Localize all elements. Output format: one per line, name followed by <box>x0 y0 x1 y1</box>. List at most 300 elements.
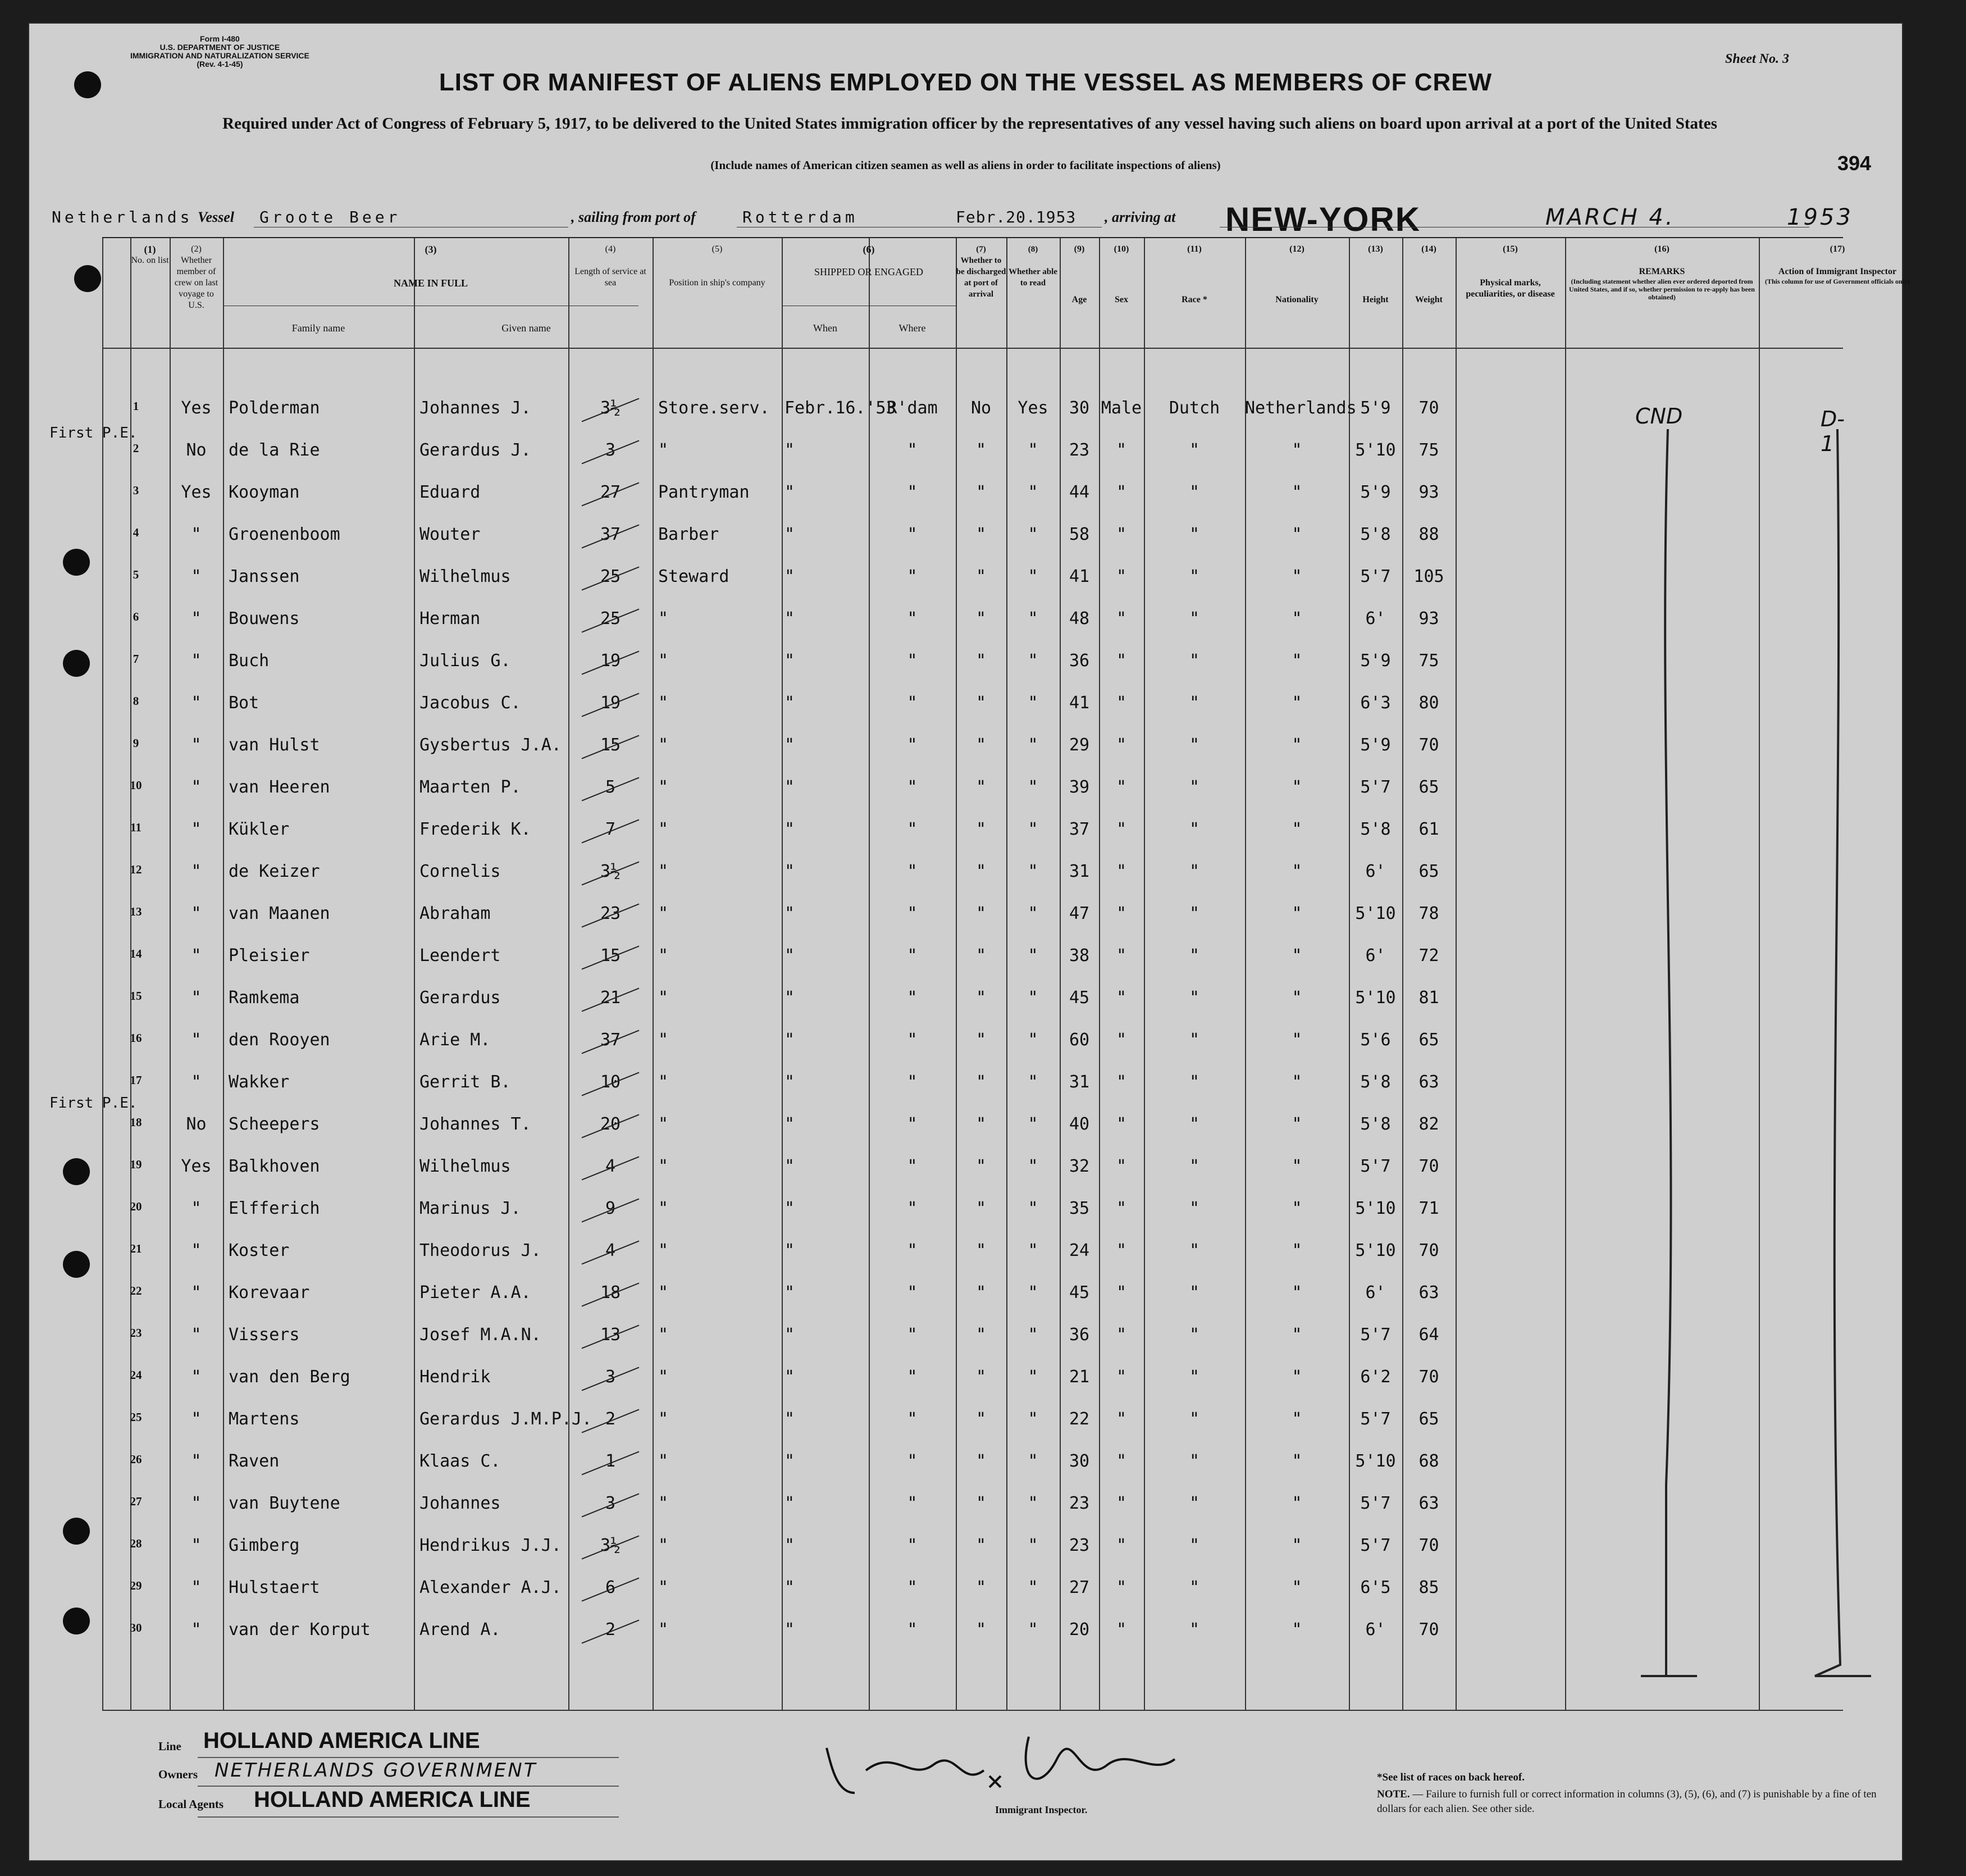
row-service-years: 9 <box>605 1199 616 1218</box>
table-row <box>102 598 1843 640</box>
row-shipped-when: Febr.16.'53 <box>784 398 896 418</box>
row-family-name: Martens <box>229 1409 300 1429</box>
row-service-years: 2 <box>605 1409 616 1429</box>
footer-line-label: Line <box>158 1740 181 1753</box>
row-nationality: " <box>1292 946 1302 966</box>
row-given-name: Marinus J. <box>419 1199 521 1218</box>
row-shipped-when: " <box>784 525 795 544</box>
col10-header: (10) Sex <box>1114 244 1129 304</box>
col8-header: (8) Whether able to read <box>1009 245 1057 288</box>
sailing-label: , sailing from port of <box>571 209 696 225</box>
row-nationality: " <box>1292 482 1302 502</box>
row-number: 23 <box>130 1326 142 1340</box>
row-discharge: " <box>975 1367 987 1387</box>
row-given-name: Arie M. <box>419 1030 491 1050</box>
row-nationality: " <box>1292 1620 1302 1640</box>
footer-rules <box>198 1734 636 1824</box>
row-position: " <box>658 1156 669 1176</box>
table-row <box>102 387 1843 429</box>
row-read: " <box>1028 567 1038 586</box>
row-race: " <box>1189 1283 1200 1303</box>
footer-owners-value: NETHERLANDS GOVERNMENT <box>215 1759 537 1782</box>
vessel-name: Groote Beer <box>259 208 401 226</box>
row-nationality: " <box>1292 777 1302 797</box>
row-height: 5'9 <box>1360 482 1391 502</box>
row-read: " <box>1028 735 1038 755</box>
col3-given-header: Given name <box>501 322 551 334</box>
row-shipped-where: " <box>907 988 918 1008</box>
row-weight: 70 <box>1418 1156 1439 1176</box>
row-position: " <box>658 1072 669 1092</box>
row-read: " <box>1028 693 1038 713</box>
row-shipped-where: " <box>907 946 918 966</box>
row-age: 48 <box>1069 609 1090 629</box>
row-prev-voyage: Yes <box>181 398 212 418</box>
row-number: 6 <box>133 610 139 623</box>
table-row <box>102 893 1843 935</box>
table-row <box>102 1019 1843 1061</box>
row-prev-voyage: " <box>191 988 202 1008</box>
row-given-name: Arend A. <box>419 1620 501 1640</box>
form-identifier <box>130 35 309 69</box>
margin-note: First P.E. <box>49 425 138 441</box>
row-service-years: 1 <box>605 1451 616 1471</box>
row-shipped-where: " <box>907 1199 918 1218</box>
row-nationality: " <box>1292 735 1302 755</box>
row-family-name: de la Rie <box>229 440 320 460</box>
row-prev-voyage: " <box>191 567 202 586</box>
row-read: " <box>1028 819 1038 839</box>
punch-hole <box>63 1251 90 1278</box>
row-height: 5'10 <box>1355 1199 1396 1218</box>
row-position: " <box>658 651 669 671</box>
table-row <box>102 1314 1843 1356</box>
row-age: 30 <box>1069 1451 1090 1471</box>
row-sex: " <box>1116 819 1127 839</box>
row-prev-voyage: " <box>191 1620 202 1640</box>
row-sex: " <box>1116 1578 1127 1597</box>
col14-header: (14) Weight <box>1415 244 1443 304</box>
row-prev-voyage: " <box>191 1493 202 1513</box>
row-read: " <box>1028 440 1038 460</box>
row-read: " <box>1028 482 1038 502</box>
row-family-name: Janssen <box>229 567 300 586</box>
row-height: 5'10 <box>1355 440 1396 460</box>
row-discharge: " <box>975 1199 987 1218</box>
row-nationality: " <box>1292 1578 1302 1597</box>
row-read: " <box>1028 1578 1038 1597</box>
col6-where-header: Where <box>898 322 926 334</box>
row-prev-voyage: " <box>191 651 202 671</box>
row-service-years: 6 <box>605 1578 616 1597</box>
row-prev-voyage: Yes <box>181 482 212 502</box>
row-shipped-when: " <box>784 651 795 671</box>
row-discharge: " <box>975 1620 987 1640</box>
crew-table <box>102 237 1910 1711</box>
row-shipped-where: " <box>907 482 918 502</box>
row-age: 22 <box>1069 1409 1090 1429</box>
row-position: " <box>658 1283 669 1303</box>
row-shipped-where: " <box>907 1451 918 1471</box>
col13-header: (13) Height <box>1362 244 1389 304</box>
table-row <box>102 640 1843 682</box>
col1-header: (1) No. on list <box>131 244 169 265</box>
row-race: " <box>1189 1114 1200 1134</box>
row-number: 14 <box>130 947 142 960</box>
row-service-years: 37 <box>600 1030 621 1050</box>
row-weight: 70 <box>1418 735 1439 755</box>
row-shipped-where: " <box>907 777 918 797</box>
row-nationality: " <box>1292 904 1302 923</box>
row-given-name: Gerrit B. <box>419 1072 511 1092</box>
table-row <box>102 1609 1843 1651</box>
row-age: 36 <box>1069 651 1090 671</box>
table-row <box>102 1440 1843 1482</box>
row-age: 30 <box>1069 398 1090 418</box>
row-weight: 65 <box>1418 862 1439 881</box>
row-discharge: " <box>975 482 987 502</box>
row-shipped-when: " <box>784 482 795 502</box>
row-given-name: Frederik K. <box>419 819 531 839</box>
row-nationality: " <box>1292 1283 1302 1303</box>
row-weight: 72 <box>1418 946 1439 966</box>
row-shipped-where: " <box>907 1578 918 1597</box>
row-shipped-when: " <box>784 1367 795 1387</box>
row-height: 5'7 <box>1360 1156 1391 1176</box>
row-sex: " <box>1116 525 1127 544</box>
punch-hole <box>74 265 101 292</box>
row-number: 15 <box>130 989 142 1003</box>
row-discharge: " <box>975 1114 987 1134</box>
row-height: 6'3 <box>1360 693 1391 713</box>
row-weight: 65 <box>1418 1030 1439 1050</box>
col17-header: (17) Action of Immigrant Inspector (This column for use of Government officials only) <box>1764 244 1910 285</box>
row-age: 23 <box>1069 1493 1090 1513</box>
row-sex: " <box>1116 735 1127 755</box>
row-service-years: 10 <box>600 1072 621 1092</box>
row-race: " <box>1189 1409 1200 1429</box>
row-position: " <box>658 609 669 629</box>
row-sex: " <box>1116 1493 1127 1513</box>
row-shipped-where: " <box>907 1241 918 1260</box>
row-weight: 75 <box>1418 651 1439 671</box>
row-discharge: " <box>975 735 987 755</box>
row-given-name: Maarten P. <box>419 777 521 797</box>
row-service-years: 25 <box>600 609 621 629</box>
row-height: 5'9 <box>1360 398 1391 418</box>
col9-header: (9) Age <box>1071 244 1087 304</box>
form-revision: (Rev. 4-1-45) <box>197 60 243 69</box>
row-service-years: 21 <box>600 988 621 1008</box>
footer-agents-label: Local Agents <box>158 1797 224 1811</box>
row-age: 31 <box>1069 862 1090 881</box>
row-race: " <box>1189 1072 1200 1092</box>
row-service-years: 3½ <box>600 1536 621 1555</box>
row-age: 37 <box>1069 819 1090 839</box>
row-given-name: Wouter <box>419 525 481 544</box>
row-service-years: 18 <box>600 1283 621 1303</box>
row-sex: " <box>1116 1241 1127 1260</box>
row-height: 5'8 <box>1360 525 1391 544</box>
arrival-port: NEW-YORK <box>1225 201 1421 238</box>
arrival-date: MARCH 4. <box>1545 204 1675 230</box>
row-race: " <box>1189 609 1200 629</box>
row-number: 4 <box>133 526 139 539</box>
row-number: 24 <box>130 1368 142 1382</box>
row-height: 6' <box>1365 1620 1386 1640</box>
header-rule <box>102 348 1843 349</box>
row-prev-voyage: " <box>191 1325 202 1345</box>
page-subtitle: Required under Act of Congress of February 5, 1917, to be delivered to the United States immigration officer by the representatives of any vessel having such aliens on board upon arrival at a port of the United States <box>222 115 1717 133</box>
row-prev-voyage: " <box>191 946 202 966</box>
row-discharge: " <box>975 862 987 881</box>
row-number: 28 <box>130 1537 142 1550</box>
row-discharge: " <box>975 904 987 923</box>
row-nationality: " <box>1292 651 1302 671</box>
row-height: 5'7 <box>1360 1325 1391 1345</box>
row-nationality: " <box>1292 1241 1302 1260</box>
table-row <box>102 1356 1843 1398</box>
row-shipped-when: " <box>784 735 795 755</box>
row-race: " <box>1189 819 1200 839</box>
row-race: " <box>1189 440 1200 460</box>
row-read: " <box>1028 1156 1038 1176</box>
row-shipped-when: " <box>784 1283 795 1303</box>
row-position: " <box>658 988 669 1008</box>
row-service-years: 5 <box>605 777 616 797</box>
row-shipped-where: " <box>907 1325 918 1345</box>
row-shipped-where: " <box>907 1536 918 1555</box>
row-number: 25 <box>130 1410 142 1424</box>
row-discharge: " <box>975 1451 987 1471</box>
row-race: " <box>1189 904 1200 923</box>
row-race: " <box>1189 777 1200 797</box>
row-age: 32 <box>1069 1156 1090 1176</box>
page-title: LIST OR MANIFEST OF ALIENS EMPLOYED ON THE VESSEL AS MEMBERS OF CREW <box>439 69 1493 96</box>
row-weight: 85 <box>1418 1578 1439 1597</box>
row-prev-voyage: " <box>191 1072 202 1092</box>
row-position: " <box>658 777 669 797</box>
row-nationality: " <box>1292 1030 1302 1050</box>
row-prev-voyage: " <box>191 693 202 713</box>
row-shipped-when: " <box>784 1325 795 1345</box>
row-weight: 70 <box>1418 1536 1439 1555</box>
col11-header: (11) Race * <box>1182 244 1207 304</box>
row-nationality: " <box>1292 819 1302 839</box>
row-service-years: 15 <box>600 735 621 755</box>
inspector-signature <box>815 1714 1208 1804</box>
row-weight: 93 <box>1418 609 1439 629</box>
row-service-years: 19 <box>600 651 621 671</box>
row-family-name: de Keizer <box>229 862 320 881</box>
row-given-name: Johannes J. <box>419 398 531 418</box>
row-family-name: Raven <box>229 1451 280 1471</box>
row-weight: 81 <box>1418 988 1439 1008</box>
row-position: " <box>658 1620 669 1640</box>
row-age: 20 <box>1069 1620 1090 1640</box>
row-shipped-where: " <box>907 1367 918 1387</box>
row-age: 58 <box>1069 525 1090 544</box>
row-position: " <box>658 1367 669 1387</box>
row-nationality: " <box>1292 1409 1302 1429</box>
row-sex: " <box>1116 1283 1127 1303</box>
row-position: " <box>658 1493 669 1513</box>
row-position: " <box>658 819 669 839</box>
row-position: Barber <box>658 525 719 544</box>
row-race: Dutch <box>1169 398 1220 418</box>
row-shipped-when: " <box>784 1536 795 1555</box>
row-weight: 78 <box>1418 904 1439 923</box>
row-race: " <box>1189 651 1200 671</box>
row-sex: " <box>1116 1451 1127 1471</box>
row-height: 6' <box>1365 609 1386 629</box>
row-number: 10 <box>130 778 142 792</box>
row-weight: 70 <box>1418 398 1439 418</box>
instruction-note: (Include names of American citizen seamen as well as aliens in order to facilitate inspections of aliens) <box>710 158 1221 172</box>
row-weight: 65 <box>1418 1409 1439 1429</box>
row-sex: " <box>1116 946 1127 966</box>
row-race: " <box>1189 693 1200 713</box>
row-read: " <box>1028 777 1038 797</box>
table-row <box>102 1272 1843 1314</box>
row-race: " <box>1189 1030 1200 1050</box>
row-nationality: " <box>1292 1072 1302 1092</box>
row-position: " <box>658 946 669 966</box>
row-sex: " <box>1116 1030 1127 1050</box>
row-nationality: " <box>1292 525 1302 544</box>
table-row <box>102 1230 1843 1272</box>
row-number: 11 <box>130 821 142 834</box>
row-read: " <box>1028 1199 1038 1218</box>
row-read: " <box>1028 904 1038 923</box>
row-shipped-where: " <box>907 651 918 671</box>
remarks-annotation: CND <box>1635 404 1683 429</box>
row-height: 5'7 <box>1360 1493 1391 1513</box>
row-weight: 70 <box>1418 1241 1439 1260</box>
row-read: " <box>1028 609 1038 629</box>
row-read: " <box>1028 1283 1038 1303</box>
row-shipped-where: " <box>907 862 918 881</box>
row-number: 20 <box>130 1200 142 1213</box>
row-family-name: Buch <box>229 651 270 671</box>
row-shipped-when: " <box>784 1451 795 1471</box>
row-sex: " <box>1116 1199 1127 1218</box>
row-sex: " <box>1116 862 1127 881</box>
row-sex: " <box>1116 1367 1127 1387</box>
row-sex: " <box>1116 1072 1127 1092</box>
row-shipped-where: " <box>907 1409 918 1429</box>
row-age: 35 <box>1069 1199 1090 1218</box>
row-nationality: " <box>1292 693 1302 713</box>
row-sex: " <box>1116 1620 1127 1640</box>
note-label: NOTE. <box>1377 1788 1410 1800</box>
row-service-years: 25 <box>600 567 621 586</box>
row-family-name: Kooyman <box>229 482 300 502</box>
row-nationality: " <box>1292 1493 1302 1513</box>
row-family-name: van Buytene <box>229 1493 340 1513</box>
row-given-name: Gerardus <box>419 988 501 1008</box>
row-sex: " <box>1116 1114 1127 1134</box>
row-weight: 70 <box>1418 1620 1439 1640</box>
row-given-name: Gerardus J. <box>419 440 531 460</box>
row-family-name: Korevaar <box>229 1283 310 1303</box>
row-shipped-where: " <box>907 1493 918 1513</box>
row-prev-voyage: " <box>191 1030 202 1050</box>
row-discharge: " <box>975 988 987 1008</box>
row-number: 16 <box>130 1031 142 1045</box>
row-age: 44 <box>1069 482 1090 502</box>
row-position: " <box>658 440 669 460</box>
row-discharge: " <box>975 567 987 586</box>
col3-family-header: Family name <box>291 322 345 334</box>
row-family-name: Polderman <box>229 398 320 418</box>
row-given-name: Klaas C. <box>419 1451 501 1471</box>
row-prev-voyage: " <box>191 1199 202 1218</box>
row-given-name: Josef M.A.N. <box>419 1325 541 1345</box>
row-height: 5'7 <box>1360 567 1391 586</box>
row-shipped-where: " <box>907 1620 918 1640</box>
row-height: 5'10 <box>1355 988 1396 1008</box>
row-family-name: Wakker <box>229 1072 290 1092</box>
row-age: 41 <box>1069 567 1090 586</box>
row-discharge: " <box>975 693 987 713</box>
row-read: " <box>1028 651 1038 671</box>
row-family-name: den Rooyen <box>229 1030 330 1050</box>
row-age: 41 <box>1069 693 1090 713</box>
row-height: 5'6 <box>1360 1030 1391 1050</box>
row-read: " <box>1028 1409 1038 1429</box>
row-number: 27 <box>130 1495 142 1508</box>
row-given-name: Herman <box>419 609 481 629</box>
row-race: " <box>1189 1325 1200 1345</box>
row-read: " <box>1028 1367 1038 1387</box>
row-sex: Male <box>1101 398 1142 418</box>
row-nationality: " <box>1292 1114 1302 1134</box>
row-sex: " <box>1116 988 1127 1008</box>
row-prev-voyage: " <box>191 862 202 881</box>
row-sex: " <box>1116 609 1127 629</box>
row-height: 5'10 <box>1355 1241 1396 1260</box>
manifest-sheet <box>28 22 1910 1861</box>
departure-date: Febr.20.1953 <box>956 208 1076 226</box>
table-row <box>102 1398 1843 1440</box>
row-prev-voyage: No <box>186 440 207 460</box>
row-service-years: 3 <box>605 1367 616 1387</box>
vessel-label: Vessel <box>198 209 234 225</box>
row-number: 3 <box>133 484 139 497</box>
row-read: " <box>1028 1072 1038 1092</box>
row-shipped-where: " <box>907 609 918 629</box>
row-prev-voyage: " <box>191 1451 202 1471</box>
row-height: 6' <box>1365 862 1386 881</box>
row-position: " <box>658 1451 669 1471</box>
row-service-years: 3 <box>605 440 616 460</box>
row-race: " <box>1189 862 1200 881</box>
row-family-name: Groenenboom <box>229 525 340 544</box>
row-nationality: " <box>1292 1156 1302 1176</box>
row-sex: " <box>1116 440 1127 460</box>
row-prev-voyage: " <box>191 1241 202 1260</box>
table-row <box>102 808 1843 850</box>
row-shipped-when: " <box>784 1409 795 1429</box>
row-discharge: No <box>970 398 992 418</box>
row-given-name: Wilhelmus <box>419 567 511 586</box>
table-row <box>102 1061 1843 1103</box>
row-height: 5'8 <box>1360 1072 1391 1092</box>
row-family-name: van der Korput <box>229 1620 371 1640</box>
row-sex: " <box>1116 1156 1127 1176</box>
row-family-name: Pleisier <box>229 946 310 966</box>
